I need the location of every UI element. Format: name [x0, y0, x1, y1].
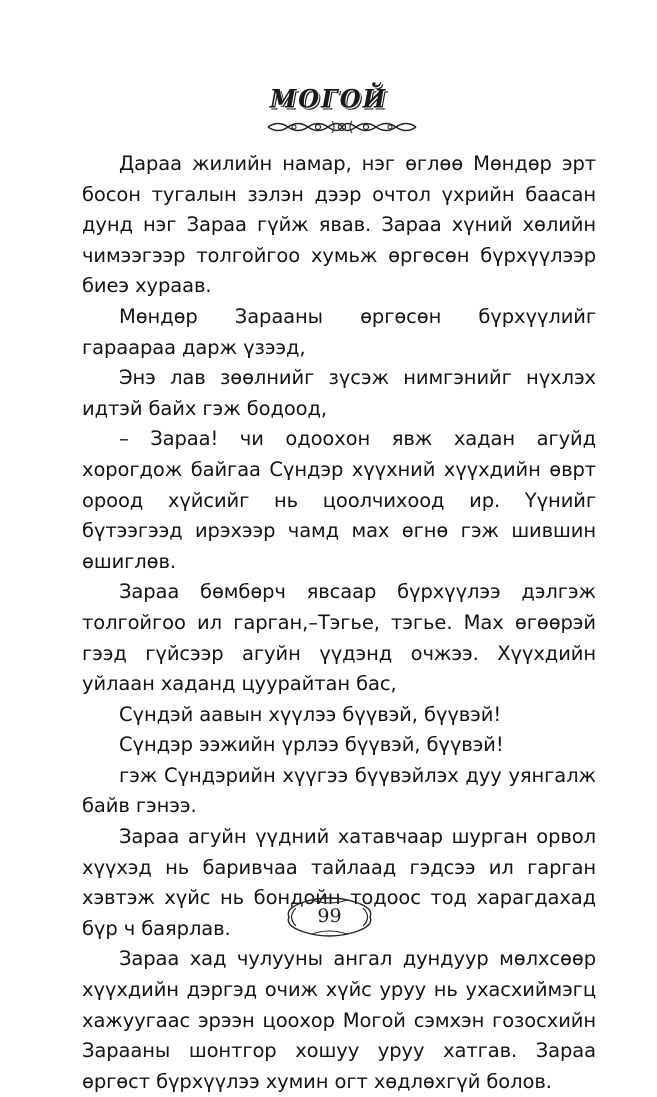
paragraph: гэж Сүндэрийн хүүгээ бүүвэйлэх дуу уянгалж байв гэнээ. [82, 763, 596, 818]
paragraph: – Зараа! чи одоохон явж хадан агуйд хорогдож байгаа Сүндэр хүүхний хүүхдийн өврт ороод хүйсийг нь цоолчихоод ир. Үүнийг бүтээгээд ирэхээр чамд мах өгнө гэж шившин өшиглөв. [82, 427, 596, 573]
paragraph: Мөндөр Зарааны өргөсөн бүрхүүлийг гараараа дарж үзээд, [82, 304, 596, 359]
paragraph: Зараа агуйн үүдний хатавчаар шурган орвол хүүхэд нь баривчаа тайлаад гэдсээ ил гарган хэвтэж хүйс нь бондойн тодоос тод харагдахад бүр ч баярлав. [82, 825, 596, 940]
page-header [0, 84, 657, 113]
title-ornament [266, 117, 418, 137]
paragraph: Зараа хад чулууны ангал дундуур мөлхсөөр хүүхдийн дэргэд очиж хүйс уруу нь ухасхиймэгц хажуугаас эрээн цоохор Могой сэмхэн гозосхийн Зарааны шонтгор хошуу уруу хатгав. Зараа өргөст бүрхүүлээ хумин огт хөдлөхгүй болов. [82, 947, 596, 1093]
body-text [82, 149, 596, 1097]
paragraph: Сүндэр ээжийн үрлээ бүүвэй, бүүвэй! [119, 733, 504, 757]
paragraph: Зараа бөмбөрч явсаар бүрхүүлээ дэлгэж толгойгоо ил гарган,–Тэгье, тэгье. Мах өгөөрэй гээд гүйсээр агуйн үүдэнд очжээ. Хүүхдийн уйлаан хаданд цуурайтан бас, [82, 580, 596, 696]
paragraph: Энэ лав зөөлнийг зүсэж нимгэнийг нүхлэх идтэй байх гэж бодоод, [82, 366, 596, 420]
paragraph: Дараа жилийн намар, нэг өглөө Мөндөр эрт босон тугалын зэлэн дээр очтол үхрийн баасан дунд нэг Зараа гүйж явав. Зараа хүний хөлийн чимээгээр толгойгоо хумьж өргөсөн бүрхүүлээр биеэ хураав. [82, 152, 596, 298]
page-number: 99 [317, 905, 342, 927]
chapter-title: МОГОЙ [269, 83, 388, 114]
paragraph: Сүндэй аавын хүүлээ бүүвэй, бүүвэй! [119, 702, 502, 726]
